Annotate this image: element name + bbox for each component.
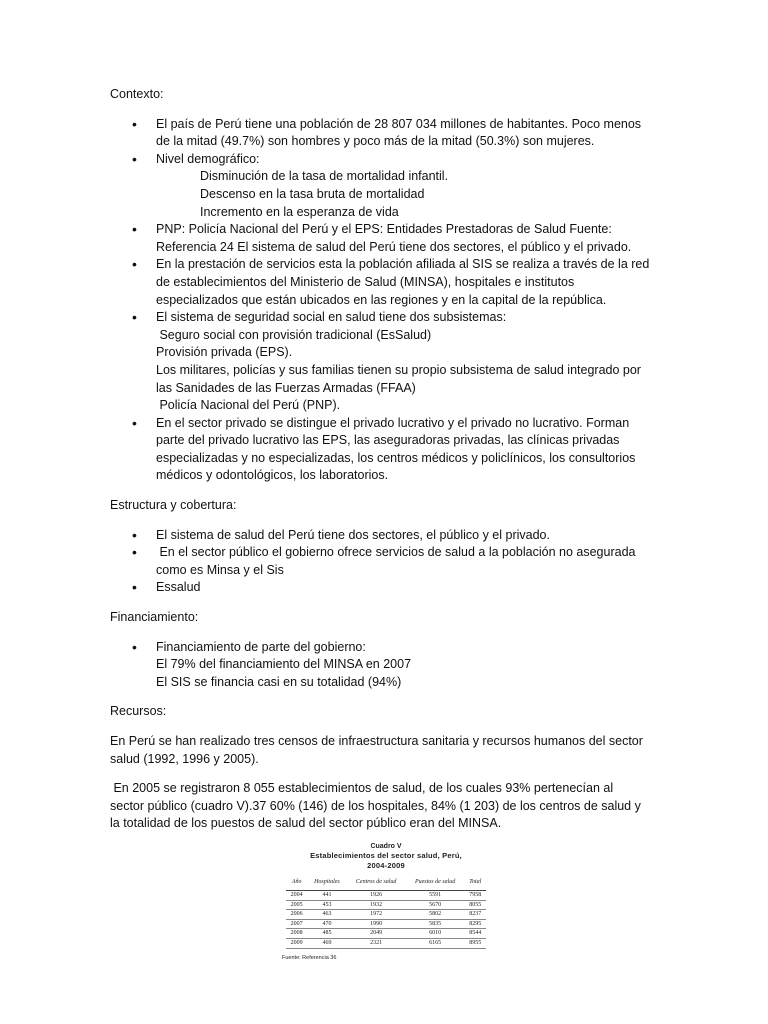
table-row xyxy=(286,900,486,910)
establecimientos-table xyxy=(286,879,486,949)
table-cell: 8055 xyxy=(465,900,486,910)
heading-recursos: Recursos: xyxy=(110,704,167,719)
list-item: • En la prestación de servicios esta la población afiliada al SIS se realiza a través de la red de establecimientos del Ministerio de Salud (MINSA), hospitales e institutos especializados que están ubicados en las regiones y en la capital de la república. xyxy=(110,256,660,309)
column-header: Hospitales xyxy=(307,879,346,891)
financiamiento-list xyxy=(110,639,660,692)
table-row xyxy=(286,919,486,929)
table-cell: 2009 xyxy=(286,938,307,948)
column-header: Año xyxy=(286,879,307,891)
table-body xyxy=(286,891,486,949)
contexto-list xyxy=(110,116,660,485)
table-cell: 2004 xyxy=(286,891,307,901)
table-cell: 463 xyxy=(307,910,346,920)
table-cell: 485 xyxy=(307,929,346,939)
table-cell: 5591 xyxy=(406,891,465,901)
cuadro-v-figure xyxy=(280,842,492,961)
list-item: • Nivel demográfico: Disminución de la tasa de mortalidad infantil. Descenso en la tasa bruta de mortalidad Incremento en la esperanza de vida xyxy=(110,151,660,221)
list-item: • El sistema de salud del Perú tiene dos sectores, el público y el privado. xyxy=(110,527,660,545)
document-body xyxy=(110,86,660,833)
table-cell: 2008 xyxy=(286,929,307,939)
list-item: • PNP: Policía Nacional del Perú y el EPS: Entidades Prestadoras de Salud Fuente: Referencia 24 El sistema de salud del Perú tiene dos sectores, el público y el privado. xyxy=(110,221,660,256)
table-cell: 8295 xyxy=(465,919,486,929)
table-cell: 8237 xyxy=(465,910,486,920)
table-cell: 453 xyxy=(307,900,346,910)
estructura-list xyxy=(110,527,660,597)
table-cell: 5670 xyxy=(406,900,465,910)
table-cell: 5835 xyxy=(406,919,465,929)
heading-estructura: Estructura y cobertura: xyxy=(110,498,237,513)
list-item: • En el sector privado se distingue el privado lucrativo y el privado no lucrativo. Forman parte del privado lucrativo las EPS, las aseguradoras privadas, las clínicas privadas especializadas y no especializadas, los centros médicos y policlínicos, los consultorios médicos y odontológicos, los laboratorios. xyxy=(110,415,660,485)
column-header: Centros de salud xyxy=(347,879,406,891)
table-row xyxy=(286,929,486,939)
table-row xyxy=(286,910,486,920)
table-cell: 6010 xyxy=(406,929,465,939)
list-item: • El país de Perú tiene una población de 28 807 034 millones de habitantes. Poco menos de la mitad (49.7%) son hombres y poco más de la mitad (50.3%) son mujeres. xyxy=(110,116,660,151)
column-header: Total xyxy=(465,879,486,891)
paragraph-establecimientos: En 2005 se registraron 8 055 establecimientos de salud, de los cuales 93% pertenecían al sector público (cuadro V).37 60% (146) de los hospitales, 84% (1 203) de los centros de salud y la totalidad de los puestos de salud del sector público eran del MINSA. xyxy=(110,781,641,831)
list-item: • En el sector público el gobierno ofrece servicios de salud a la población no asegurada como es Minsa y el Sis xyxy=(110,544,660,579)
list-item: • Essalud xyxy=(110,579,660,597)
table-cell: 1926 xyxy=(347,891,406,901)
table-header-row xyxy=(286,879,486,891)
table-cell: 6165 xyxy=(406,938,465,948)
table-cell: 1932 xyxy=(347,900,406,910)
table-cell: 1972 xyxy=(347,910,406,920)
list-item: • El sistema de seguridad social en salud tiene dos subsistemas: Seguro social con provisión tradicional (EsSalud) Provisión privada (EPS). Los militares, policías y sus familias tienen su propio subsistema de salud integrado por las Sanidades de las Fuerzas Armadas (FFAA) Policía Nacional del Perú (PNP). xyxy=(110,309,660,415)
table-cell: 2049 xyxy=(347,929,406,939)
figure-source: Fuente: Referencia 36 xyxy=(282,954,337,961)
heading-financiamiento: Financiamiento: xyxy=(110,610,199,625)
heading-contexto: Contexto: xyxy=(110,87,164,101)
paragraph-censos: En Perú se han realizado tres censos de infraestructura sanitaria y recursos humanos del sector salud (1992, 1996 y 2005). xyxy=(110,734,643,766)
table-cell: 2007 xyxy=(286,919,307,929)
table-row xyxy=(286,891,486,901)
table-cell: 2006 xyxy=(286,910,307,920)
table-cell: 1990 xyxy=(347,919,406,929)
table-cell: 470 xyxy=(307,919,346,929)
table-cell: 8544 xyxy=(465,929,486,939)
table-cell: 441 xyxy=(307,891,346,901)
list-item: • Financiamiento de parte del gobierno: El 79% del financiamiento del MINSA en 2007 El SIS se financia casi en su totalidad (94%) xyxy=(110,639,660,692)
table-cell: 7958 xyxy=(465,891,486,901)
table-row xyxy=(286,938,486,948)
table-cell: 2321 xyxy=(347,938,406,948)
column-header: Puestos de salud xyxy=(406,879,465,891)
table-cell: 5802 xyxy=(406,910,465,920)
table-cell: 8955 xyxy=(465,938,486,948)
table-cell: 2005 xyxy=(286,900,307,910)
table-cell: 469 xyxy=(307,938,346,948)
figure-title: Cuadro V Establecimientos del sector salud, Perú, 2004-2009 xyxy=(310,843,462,870)
